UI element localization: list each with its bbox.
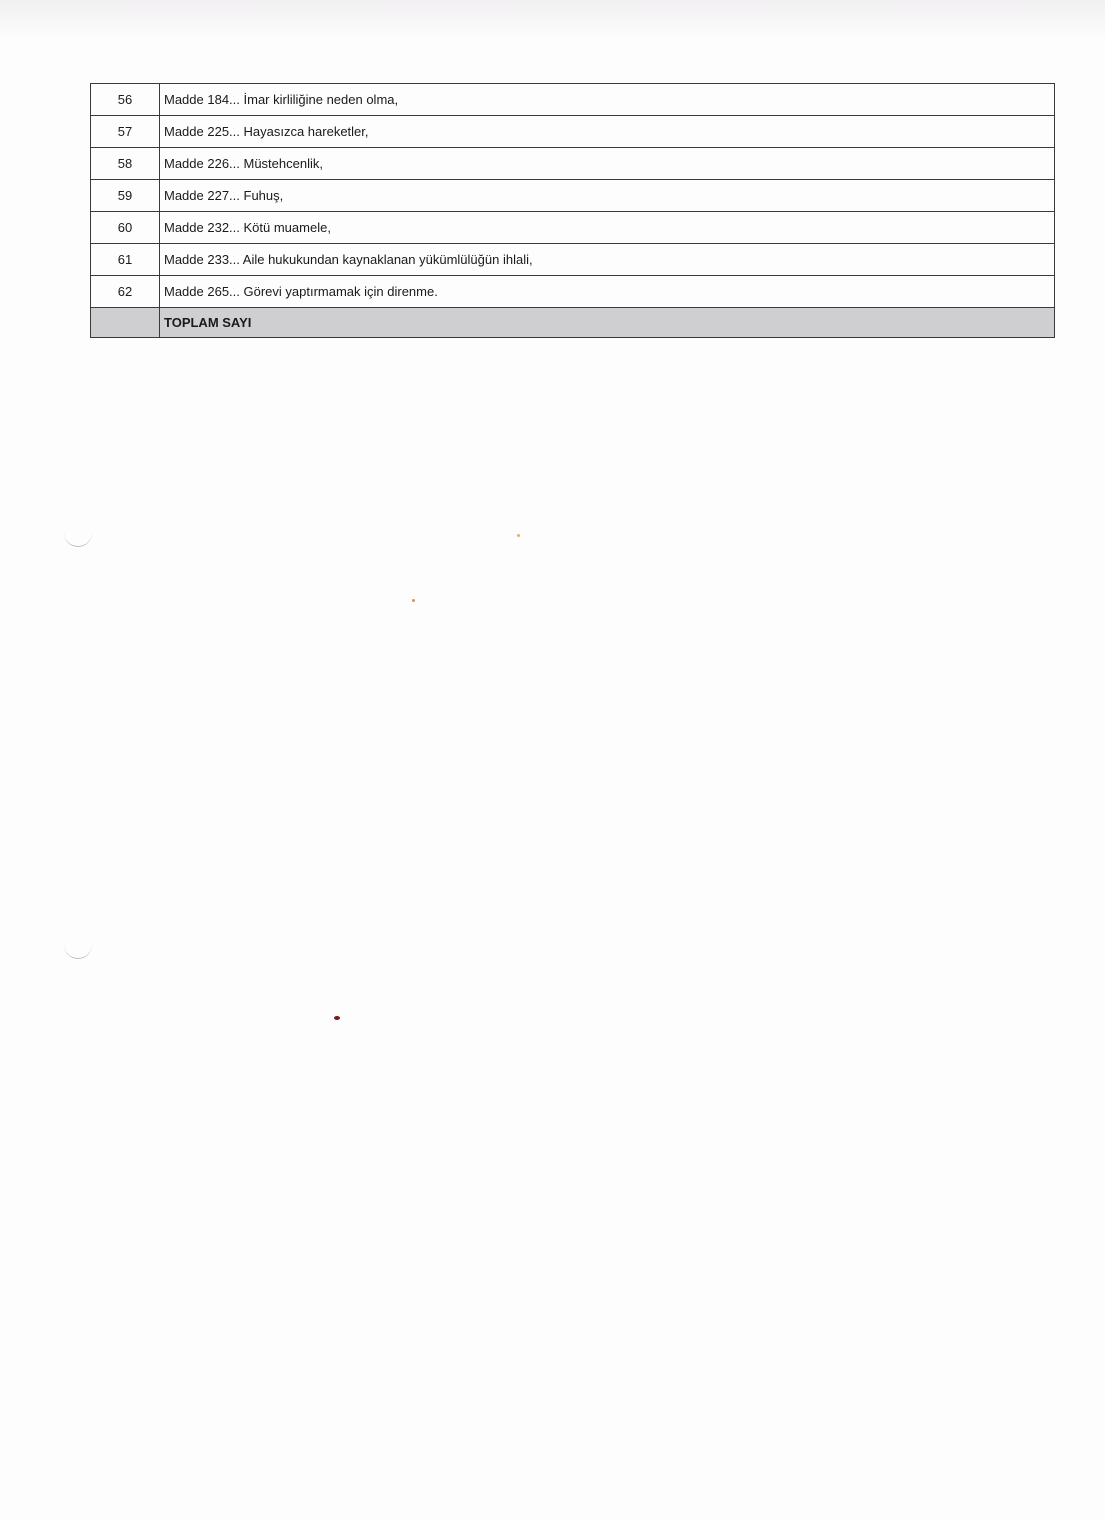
scan-speck (334, 1016, 340, 1020)
table-row (91, 244, 1055, 276)
row-description: Madde 233... Aile hukukundan kaynaklanan yükümlülüğün ihlali, (160, 244, 1055, 276)
row-description: Madde 184... İmar kirliliğine neden olma, (160, 84, 1055, 116)
row-number: 62 (91, 276, 160, 308)
row-description: Madde 226... Müstehcenlik, (160, 148, 1055, 180)
table-row (91, 180, 1055, 212)
scan-shade (0, 0, 1105, 40)
row-description: Madde 225... Hayasızca hareketler, (160, 116, 1055, 148)
row-description: Madde 265... Görevi yaptırmamak için direnme. (160, 276, 1055, 308)
row-number: 61 (91, 244, 160, 276)
punch-hole-mark (64, 944, 92, 959)
total-label: TOPLAM SAYI (160, 308, 1055, 338)
table-row (91, 212, 1055, 244)
total-number (91, 308, 160, 338)
punch-hole-mark (64, 532, 92, 547)
row-number: 57 (91, 116, 160, 148)
table-row (91, 84, 1055, 116)
table-row (91, 116, 1055, 148)
row-number: 58 (91, 148, 160, 180)
row-number: 59 (91, 180, 160, 212)
table-row (91, 148, 1055, 180)
row-number: 60 (91, 212, 160, 244)
table-row (91, 276, 1055, 308)
row-description: Madde 227... Fuhuş, (160, 180, 1055, 212)
row-description: Madde 232... Kötü muamele, (160, 212, 1055, 244)
scan-speck (517, 534, 520, 537)
articles-table (90, 83, 1055, 338)
scan-speck (412, 599, 415, 602)
row-number: 56 (91, 84, 160, 116)
total-row (91, 308, 1055, 338)
